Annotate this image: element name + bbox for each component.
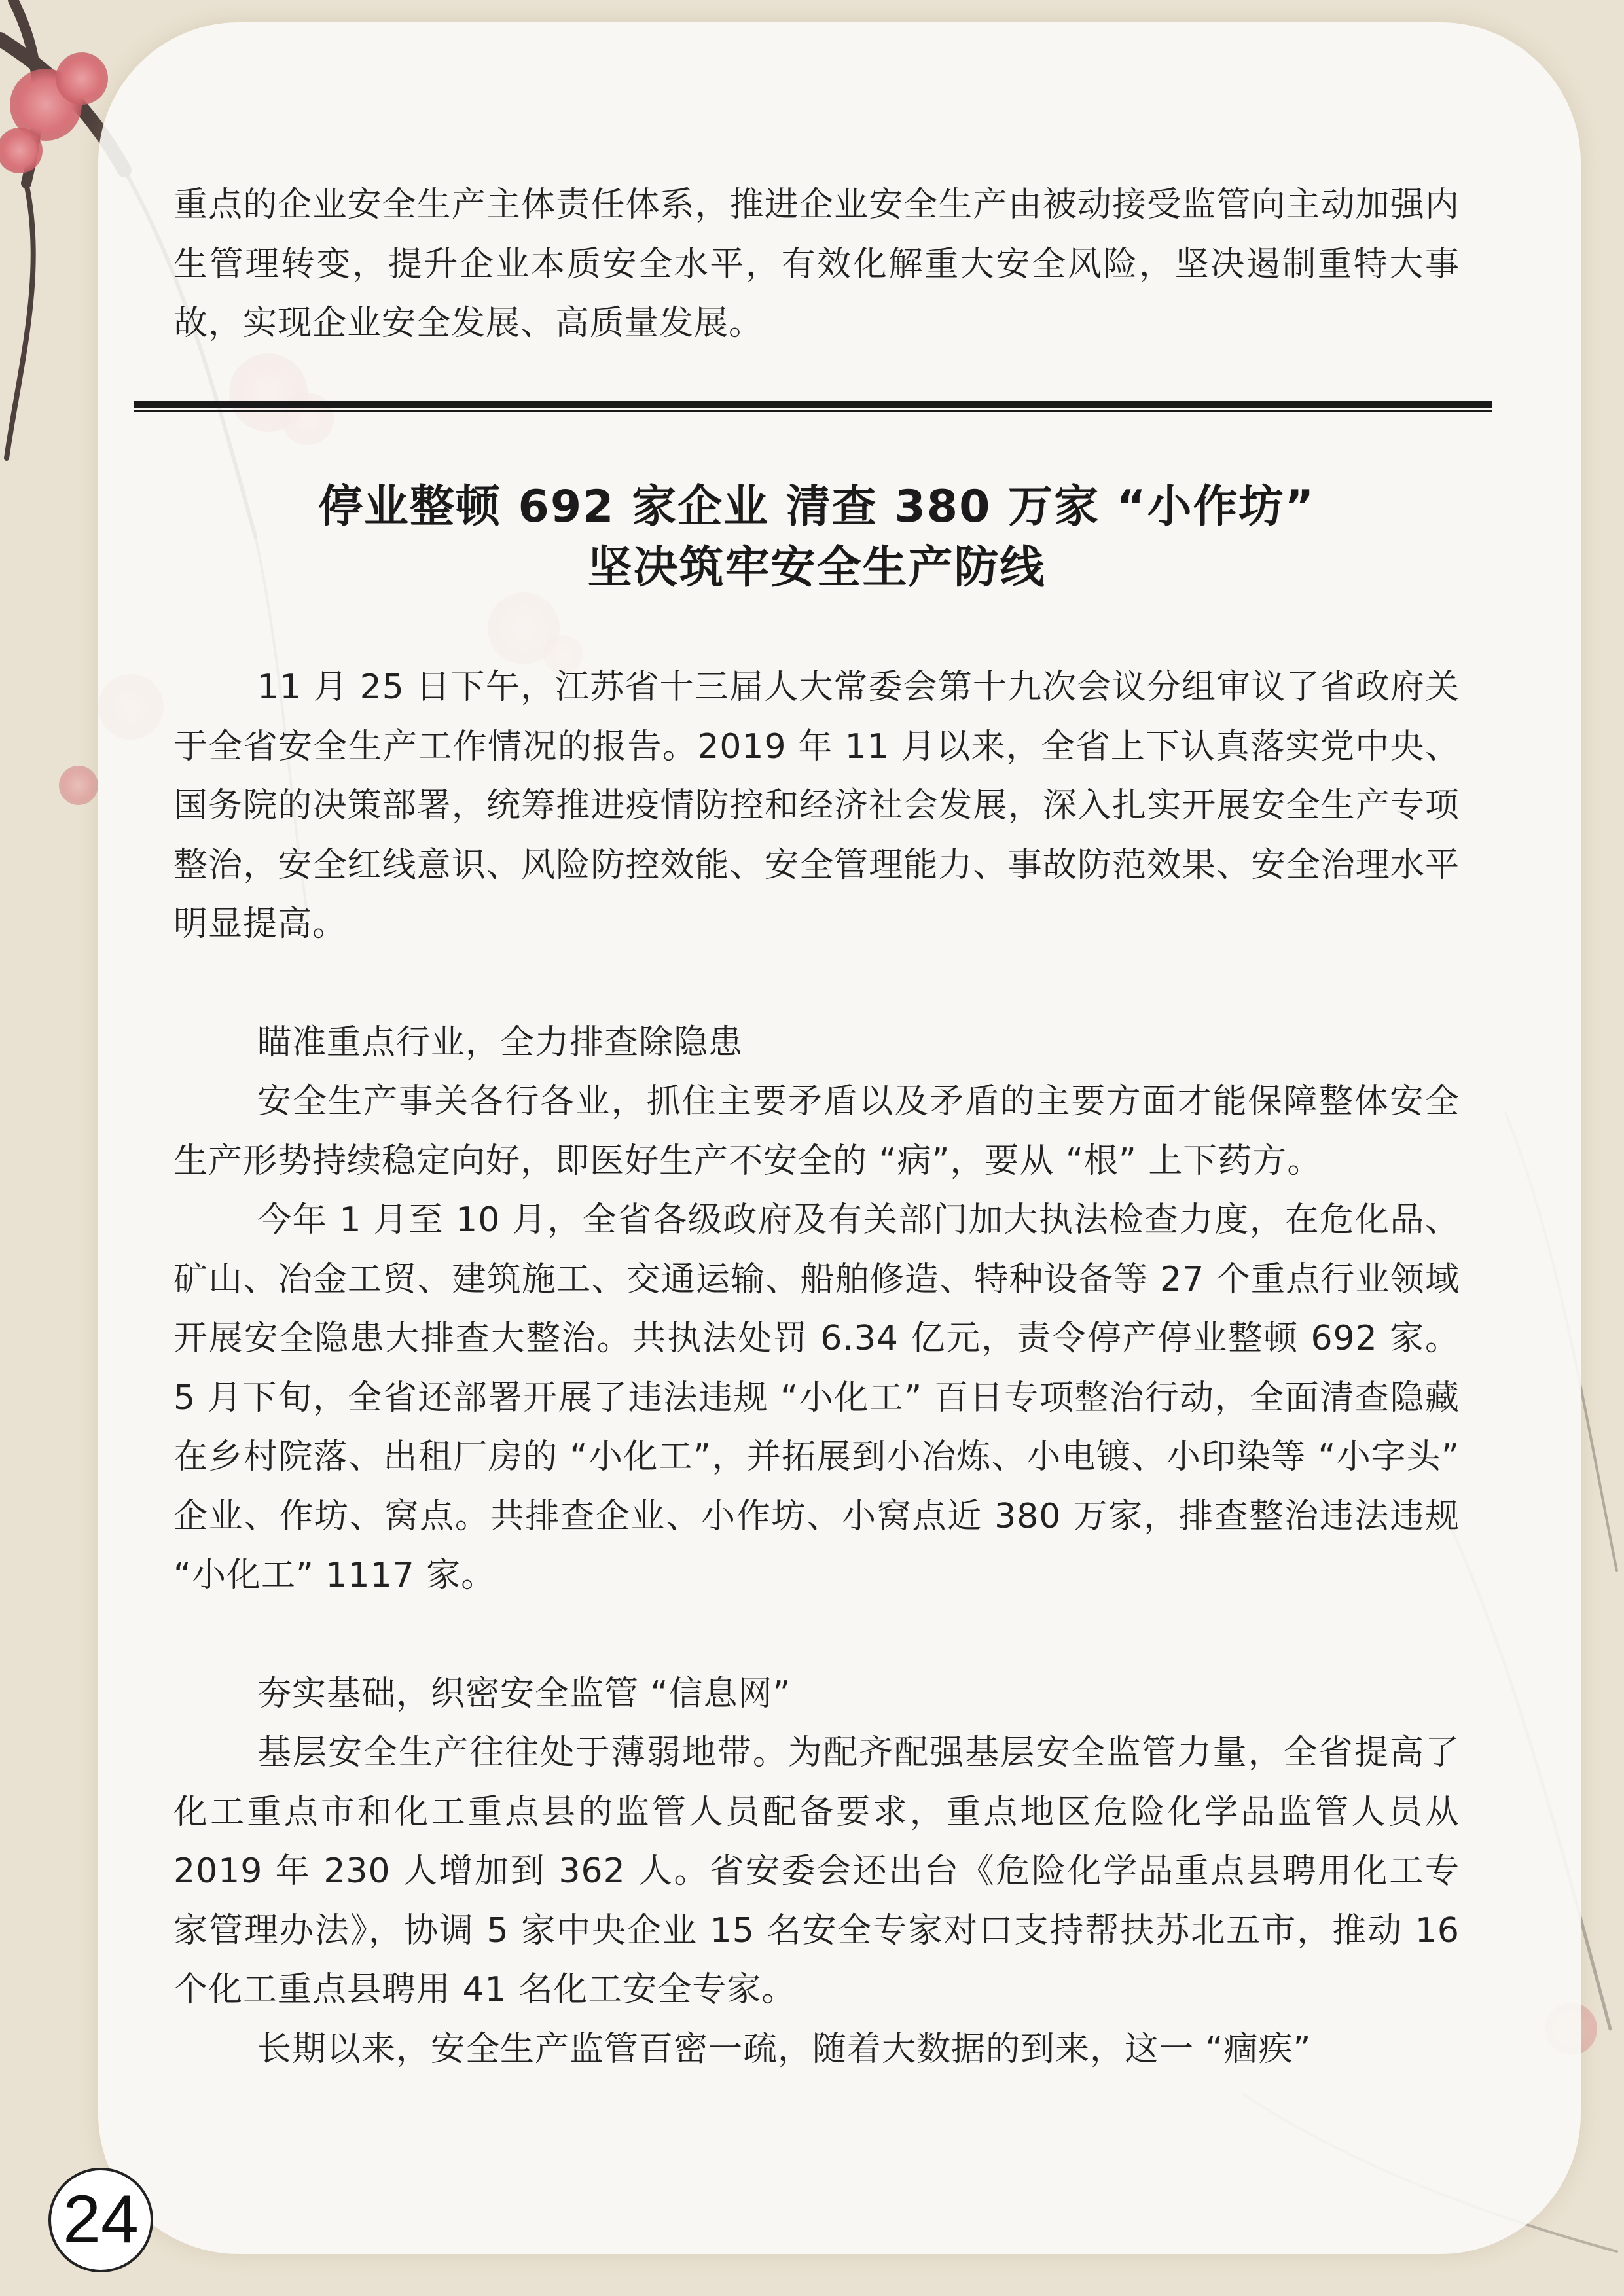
- article-paragraph: 基层安全生产往往处于薄弱地带。为配齐配强基层安全监管力量，全省提高了化工重点市和化工重点县的监管人员配备要求，重点地区危险化学品监管人员从 2019 年 230 人增加到 362 人。省安委会还出台《危险化学品重点县聘用化工专家管理办法》，协调 5 家中央企业 15 名安全专家对口支持帮扶苏北五市，推动 16 个化工重点县聘用 41 名化工安全专家。: [173, 1733, 1460, 2009]
- section-heading-supervision-network: 夯实基础，织密安全监管 “信息网”: [257, 1674, 791, 1713]
- article-paragraph: 安全生产事关各行各业，抓住主要矛盾以及矛盾的主要方面才能保障整体安全生产形势持续稳定向好，即医好生产不安全的 “病”，要从 “根” 上下药方。: [173, 1082, 1460, 1181]
- divider-thin-line: [134, 410, 1492, 412]
- article-body: [173, 658, 1460, 2079]
- section-divider: [134, 401, 1492, 411]
- intro-paragraph: 重点的企业安全生产主体责任体系，推进企业安全生产由被动接受监管向主动加强内生管理转变，提升企业本质安全水平，有效化解重大安全风险，坚决遏制重特大事故，实现企业安全发展、高质量发展。: [173, 185, 1460, 343]
- article-paragraph: 今年 1 月至 10 月，全省各级政府及有关部门加大执法检查力度，在危化品、矿山、冶金工贸、建筑施工、交通运输、船舶修造、特种设备等 27 个重点行业领域开展安全隐患大排查大整治。共执法处罚 6.34 亿元，责令停产停业整顿 692 家。5 月下旬，全省还部署开展了违法违规 “小化工” 百日专项整治行动，全面清查隐藏在乡村院落、出租厂房的 “小化工”，并拓展到小冶炼、小电镀、小印染等 “小字头” 企业、作坊、窝点。共排查企业、小作坊、小窝点近 380 万家，排查整治违法违规 “小化工” 1117 家。: [173, 1200, 1460, 1595]
- divider-thick-line: [134, 401, 1492, 408]
- article-paragraph-lead: 11 月 25 日下午，江苏省十三届人大常委会第十九次会议分组审议了省政府关于全省安全生产工作情况的报告。2019 年 11 月以来，全省上下认真落实党中央、国务院的决策部署，统筹推进疫情防控和经济社会发展，深入扎实开展安全生产专项整治，安全红线意识、风险防控效能、安全管理能力、事故防范效果、安全治理水平明显提高。: [173, 668, 1460, 944]
- intro-text-block: [173, 175, 1460, 353]
- article-title-line-2: 坚决筑牢安全生产防线: [587, 542, 1046, 594]
- article-title-line-1: 停业整顿 692 家企业 清查 380 万家 “小作坊”: [317, 481, 1316, 533]
- page-number-badge: 24: [48, 2168, 153, 2272]
- article-title: [173, 476, 1460, 598]
- article-paragraph: 长期以来，安全生产监管百密一疏，随着大数据的到来，这一 “痼疾”: [257, 2029, 1312, 2069]
- section-heading-key-industries: 瞄准重点行业，全力排查除隐患: [257, 1022, 744, 1062]
